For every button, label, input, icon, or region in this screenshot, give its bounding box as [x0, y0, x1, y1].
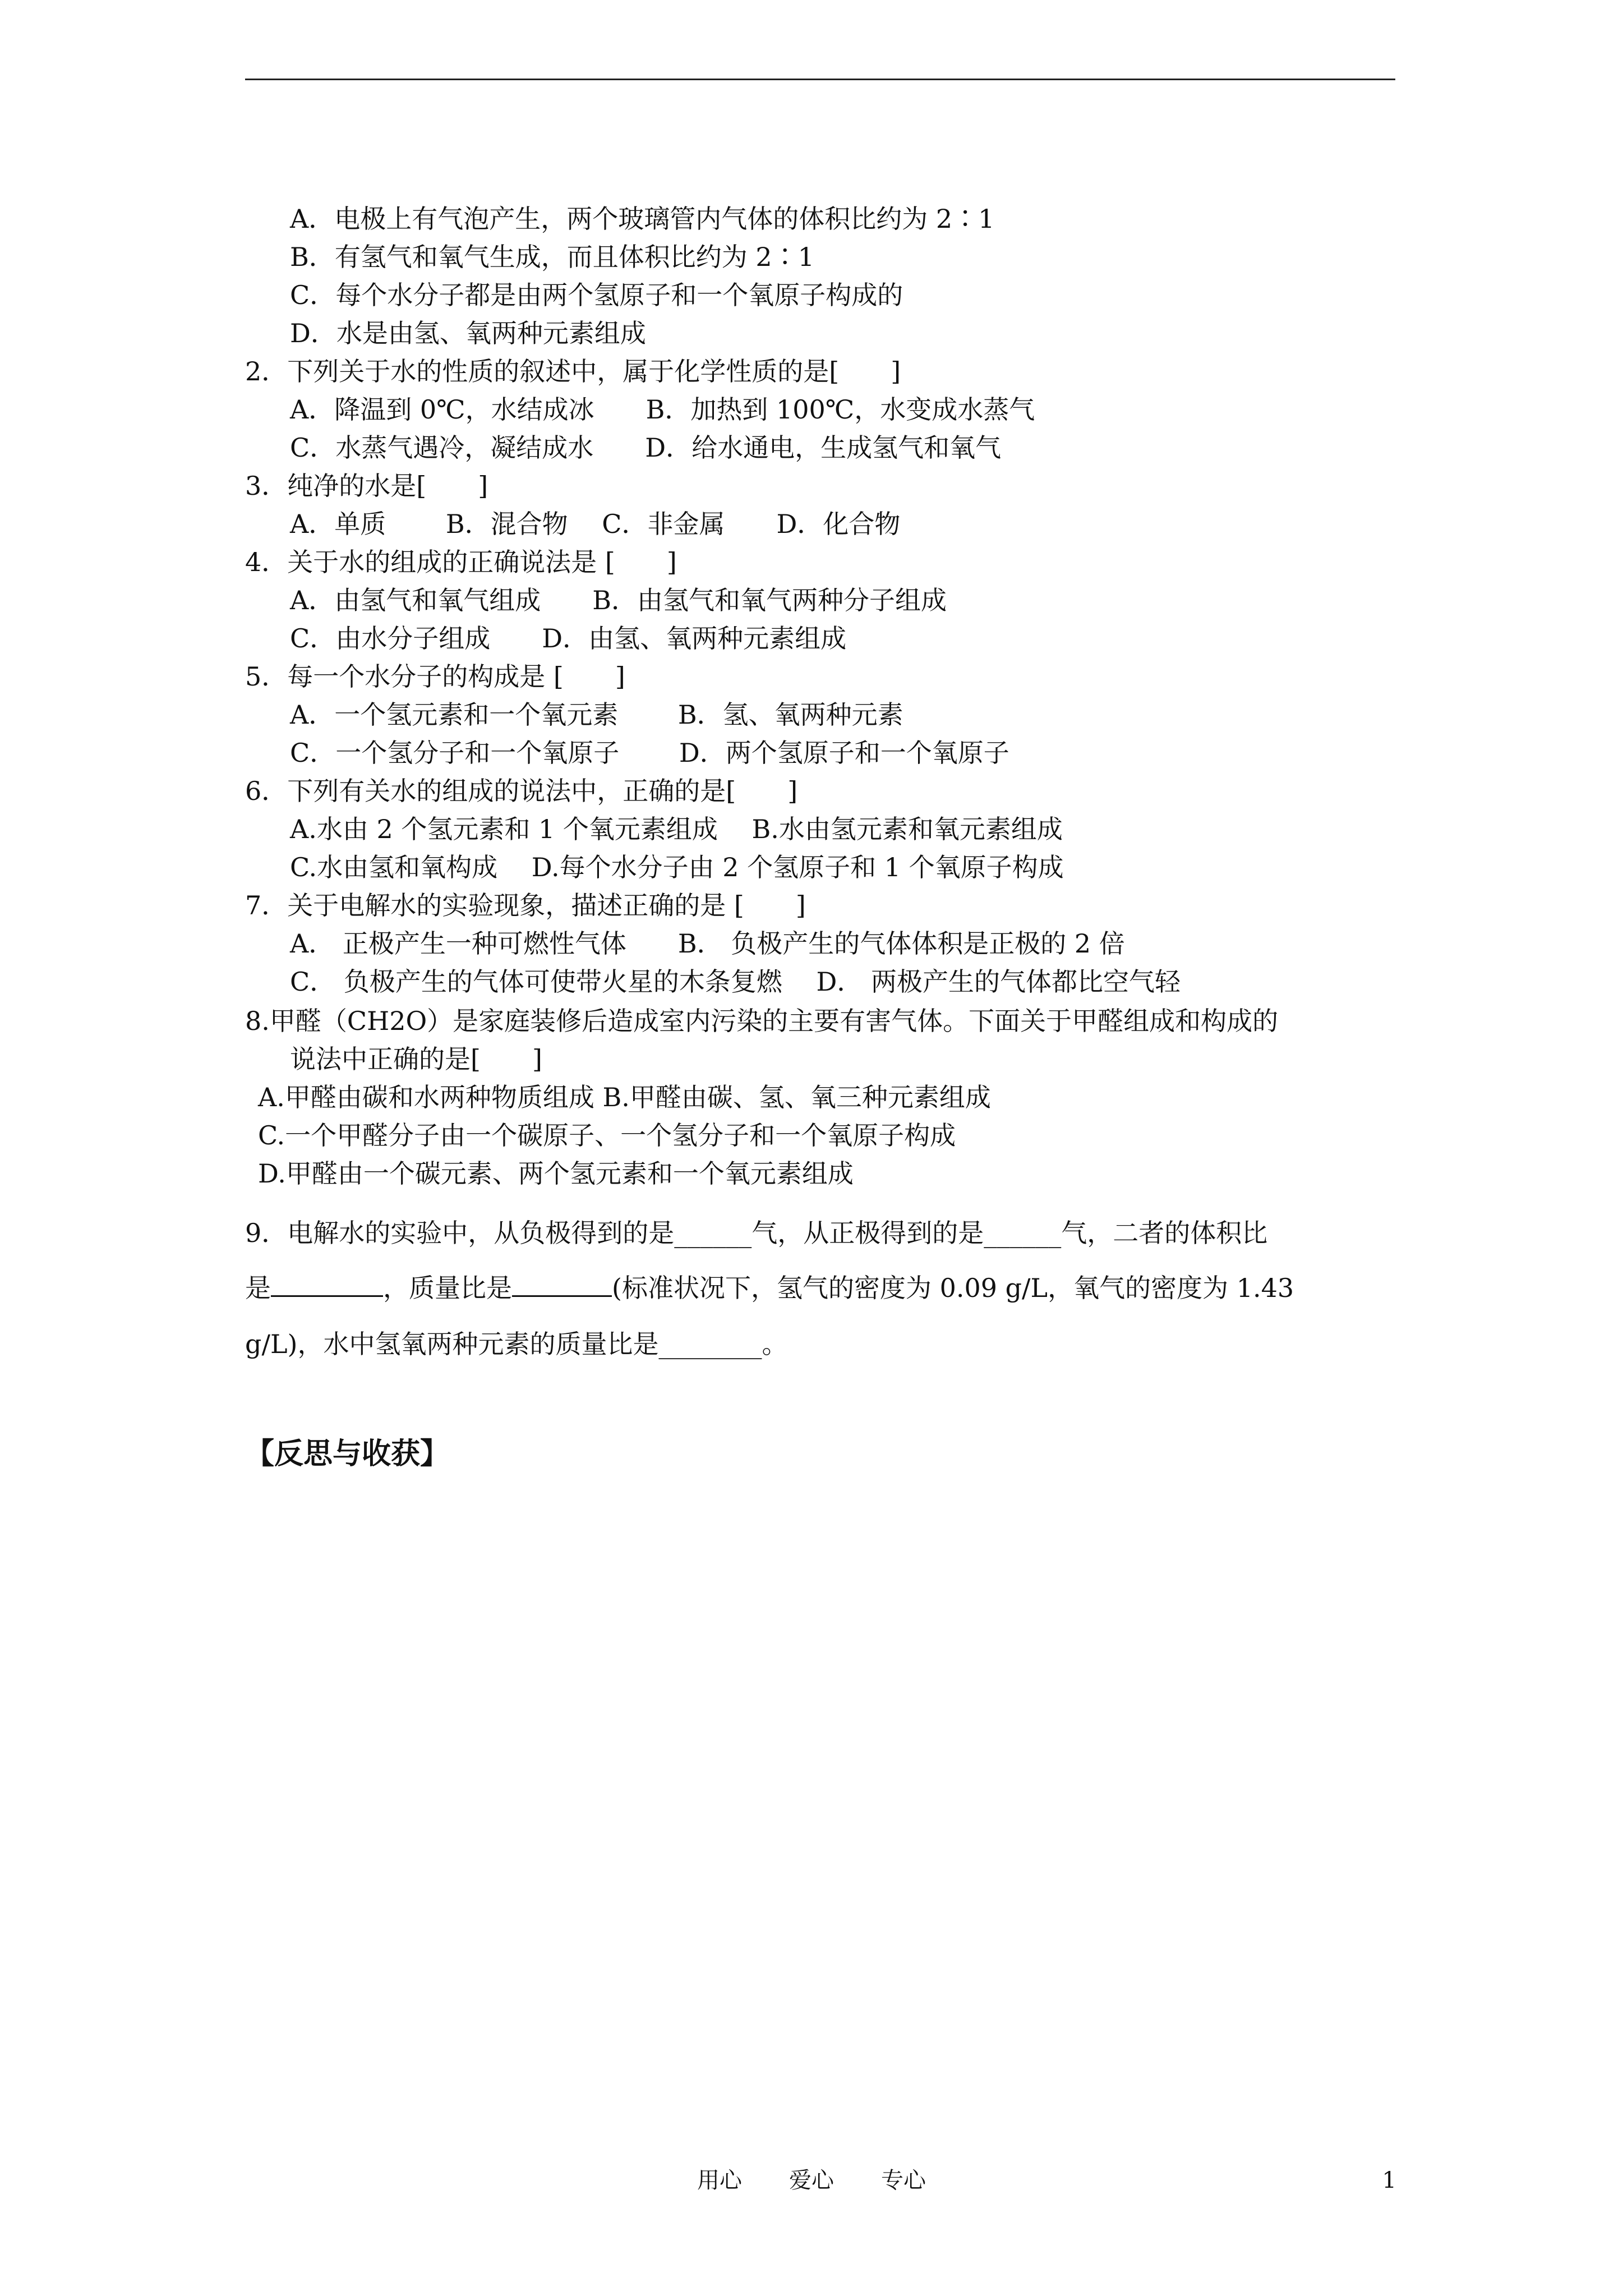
q9-blank-volume-ratio[interactable]: [271, 1273, 383, 1297]
q9-line-2: [245, 1271, 1294, 1305]
q1-option-c: C．每个水分子都是由两个氢原子和一个氧原子构成的: [290, 280, 903, 310]
q8-option-d: D.甲醛由一个碳元素、两个氢元素和一个氧元素组成: [258, 1158, 854, 1189]
q1-option-b: B．有氢气和氧气生成，而且体积比约为 2∶1: [290, 242, 814, 272]
q7-options-line-2: C． 负极产生的气体可使带火星的木条复燃 D． 两极产生的气体都比空气轻: [290, 967, 1181, 997]
q9-blank-element-mass-ratio[interactable]: ________: [658, 1329, 762, 1359]
q9-line-1: [245, 1216, 1267, 1250]
q6-stem: 6．下列有关水的组成的说法中，正确的是[ ]: [245, 776, 798, 806]
q9-blank-mass-ratio[interactable]: [512, 1273, 612, 1297]
q4-options-line-1: A．由氢气和氧气组成 B．由氢气和氧气两种分子组成: [290, 585, 947, 615]
q9-text-7: g/L)，水中氢氧两种元素的质量比是: [245, 1329, 659, 1359]
q1-option-d: D．水是由氢、氧两种元素组成: [290, 318, 646, 348]
q8-option-c: C.一个甲醛分子由一个碳原子、一个氢分子和一个氧原子构成: [258, 1120, 956, 1151]
q6-options-line-2: C.水由氢和氧构成 D.每个水分子由 2 个氢原子和 1 个氧原子构成: [290, 852, 1064, 882]
q2-options-line-2: C．水蒸气遇冷，凝结成水 D．给水通电，生成氢气和氧气: [290, 432, 1002, 463]
q4-stem: 4．关于水的组成的正确说法是 [ ]: [245, 547, 677, 577]
footer-motto-3: 专心: [881, 2168, 926, 2193]
q8-stem-line-1: 8.甲醛（CH2O）是家庭装修后造成室内污染的主要有害气体。下面关于甲醛组成和构成的: [245, 1006, 1279, 1036]
footer-motto-2: 爱心: [789, 2168, 834, 2193]
header-rule: [245, 79, 1395, 80]
q3-stem: 3．纯净的水是[ ]: [245, 471, 488, 501]
q9-line-3: [245, 1327, 787, 1361]
q9-text-2: 气，从正极得到的是: [751, 1218, 984, 1248]
q4-options-line-2: C．由水分子组成 D．由氢、氧两种元素组成: [290, 623, 847, 654]
section-heading-reflection: 【反思与收获】: [245, 1437, 450, 1471]
q9-text-3: 气，二者的体积比: [1061, 1218, 1268, 1248]
page-number: 1: [1382, 2168, 1396, 2193]
q5-options-line-2: C．一个氢分子和一个氧原子 D．两个氢原子和一个氧原子: [290, 738, 1009, 768]
q8-option-ab: A.甲醛由碳和水两种物质组成 B.甲醛由碳、氢、氧三种元素组成: [258, 1082, 991, 1112]
q5-options-line-1: A．一个氢元素和一个氧元素 B．氢、氧两种元素: [290, 700, 903, 730]
q9-text-8: 。: [762, 1329, 788, 1359]
q8-stem-line-2: 说法中正确的是[ ]: [290, 1044, 542, 1074]
q1-option-a: A．电极上有气泡产生，两个玻璃管内气体的体积比约为 2∶1: [290, 204, 995, 234]
q6-options-line-1: A.水由 2 个氢元素和 1 个氧元素组成 B.水由氢元素和氧元素组成: [290, 814, 1063, 844]
q2-stem: 2．下列关于水的性质的叙述中，属于化学性质的是[ ]: [245, 356, 901, 386]
q5-stem: 5．每一个水分子的构成是 [ ]: [245, 661, 625, 692]
q7-stem: 7．关于电解水的实验现象，描述正确的是 [ ]: [245, 890, 806, 921]
q9-text-4: 是: [245, 1273, 271, 1303]
q3-options-line-1: A．单质 B．混合物 C．非金属 D．化合物: [290, 509, 901, 539]
q9-blank-negative-gas[interactable]: ______: [674, 1218, 752, 1248]
q2-options-line-1: A．降温到 0℃，水结成冰 B．加热到 100℃，水变成水蒸气: [290, 394, 1035, 425]
q9-text-5: ，质量比是: [383, 1273, 512, 1303]
q9-text-1: 9．电解水的实验中，从负极得到的是: [245, 1218, 675, 1248]
q7-options-line-1: A． 正极产生一种可燃性气体 B． 负极产生的气体体积是正极的 2 倍: [290, 928, 1125, 959]
footer-motto-1: 用心: [697, 2168, 742, 2193]
q9-text-6: (标准状况下，氢气的密度为 0.09 g/L，氧气的密度为 1.43: [612, 1273, 1294, 1303]
q9-blank-positive-gas[interactable]: ______: [984, 1218, 1062, 1248]
